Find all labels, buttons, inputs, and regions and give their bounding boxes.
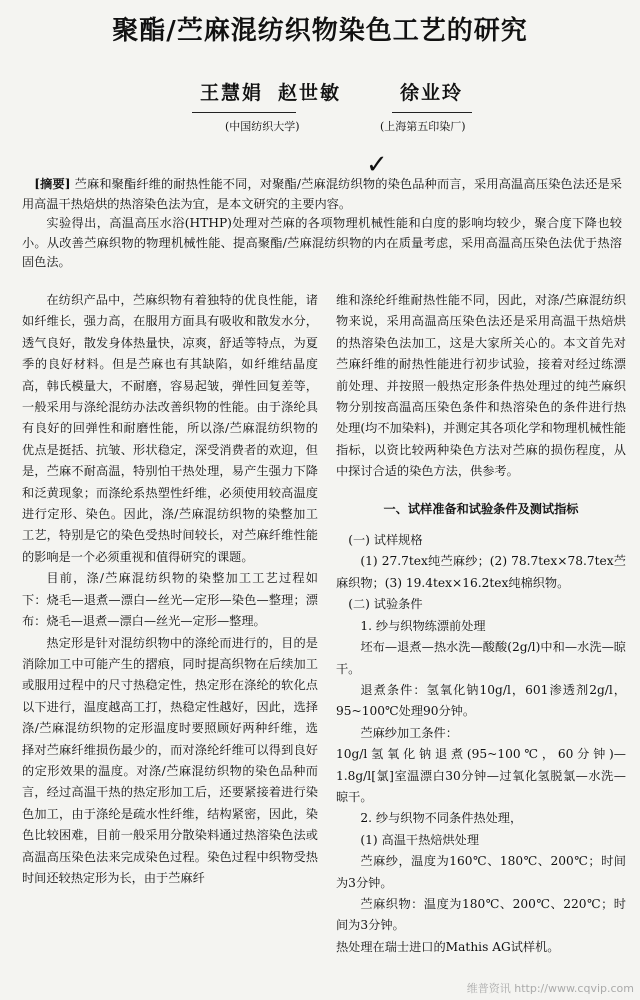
handwritten-check-mark: ✓ <box>366 150 388 180</box>
body-paragraph: 维和涤纶纤维耐热性能不同，因此，对涤/苎麻混纺织物来说，采用高温高压染色法还是采用高温干热焙烘的热溶染色法加工，这是大家所关心的。本文首先对苎麻纤维的耐热性能进行初步试验，接着对经过练漂前处理、并按照一般热定形条件热处理过的纯苎麻织物分别按高温高压染色条件和热溶染色的条件进行热处理(均不加染料)，并测定其各项化学和物理机械性能指标，以资比较两种染色方法对苎麻的损伤程度，从中探讨合适的染色方法，供参考。 <box>336 293 626 479</box>
body-paragraph: 热定形是针对混纺织物中的涤纶而进行的，目的是消除加工中可能产生的摺痕，同时提高织物在后续加工或服用过程中的尺寸热稳定性，热定形在涤纶的软化点以下进行，温度越高工打，热稳定性越好，因此，选择涤/苎麻混纺织物的定形温度时要照顾好两种纤维，选择对苎麻纤维损伤最少的，而对涤纶纤维可以得到良好的定形效果的温度。对涤/苎麻混纺织物的染色品种而言，经过高温干热的热定形加工后，还要紧接着进行染色加工，由于涤纶是疏水性纤维，结构紧密，因此，染色比较困难，目前一般采用分散染料通过热溶染色法或高温高压染色法来完成染色过程。染色过程中织物受热时间还较热定形为长，由于苎麻纤 <box>22 635 318 885</box>
body-paragraph: 目前，涤/苎麻混纺织物的染整加工工艺过程如下：烧毛—退煮—漂白—丝光—定形—染色—整理；漂布：烧毛—退煮—漂白—丝光—定形—整理。 <box>22 571 318 629</box>
abstract-label: [摘要] <box>34 177 71 191</box>
abstract <box>22 175 622 273</box>
body-paragraph: 在纺织产品中，苎麻织物有着独特的优良性能，诸如纤维长，强力高，在服用方面具有吸收和散发水分，透气良好，散发身体热量快，凉爽，舒适等特点，为夏季的良好材料。但是苎麻也有其缺陷，如纤维结晶度高，韩氏模量大，不耐磨，容易起皱，弹性回复差等，一般采用与涤纶混纺办法改善织物的性能。由于涤纶具有良好的回弹性和耐磨性能，所以涤/苎麻混纺织物的优点是挺括、抗皱、形状稳定，深受消费者的欢迎，但是，苎麻不耐高温，特别怕干热处理，易产生强力下降和泛黄现象；而涤纶系热塑性纤维，必须使用较高温度进行定形、染色。因此，涤/苎麻混纺织物的染整加工工艺，特别是它的染色受热时间较长，对苎麻纤维性能的影响是一个必须重视和值得研究的课题。 <box>22 293 318 564</box>
author-3: 徐业玲 <box>400 82 464 104</box>
body-paragraph: (1) 27.7tex纯苎麻纱；(2) 78.7tex×78.7tex苎麻织物；(3) 19.4tex×16.2tex纯棉织物。 <box>336 554 626 590</box>
list-item: (1) 高温干热焙烘处理 <box>360 832 480 847</box>
abstract-text: 苎麻和聚酯纤维的耐热性能不同，对聚酯/苎麻混纺织物的染色品种而言，采用高温高压染色法还是采用高温干热焙烘的热溶染色法为宜，是本文研究的主要内容。 <box>22 177 622 211</box>
body-paragraph: 10g/l氢氧化钠退煮(95~100℃，60分钟)—1.8g/l[氯]室温漂白30分钟—过氧化氢脱氯—水洗—晾干。 <box>336 747 626 804</box>
body-paragraph: 热处理在瑞士进口的Mathis AG试样机。 <box>336 939 560 954</box>
author-underline <box>392 112 472 113</box>
watermark: 维普资讯 http://www.cqvip.com <box>466 982 634 995</box>
body-paragraph: 坯布—退煮—热水洗—酸酸(2g/l)中和—水洗—晾干。 <box>336 640 626 676</box>
body-paragraph: 苎麻纱，温度为160℃、180℃、200℃；时间为3分钟。 <box>336 854 626 890</box>
right-column <box>336 290 626 958</box>
paper-title: 聚酯/苎麻混纺织物染色工艺的研究 <box>112 16 528 46</box>
affiliation-1: (中国纺织大学) <box>225 120 300 133</box>
left-column <box>22 290 318 889</box>
body-paragraph: 退煮条件：氢氧化钠10g/l，601渗透剂2g/l，95~100℃处理90分钟。 <box>336 682 626 719</box>
subsection-heading: (二) 试验条件 <box>348 597 423 612</box>
author-2: 赵世敏 <box>278 82 342 104</box>
abstract-paragraph: 实验得出，高温高压水浴(HTHP)处理对苎麻的各项物理机械性能和白度的影响均较少，聚合度下降也较小。从改善苎麻织物的物理机械性能、提高聚酯/苎麻混纺织物的内在质量考虑，采用高温高压染色法优于热溶固色法。 <box>22 216 622 269</box>
abstract-paragraph <box>22 175 622 214</box>
body-paragraph: 苎麻纱加工条件： <box>360 725 458 740</box>
list-item: 1. 纱与织物练漂前处理 <box>360 618 486 633</box>
body-paragraph: 苎麻织物：温度为180℃、200℃、220℃；时间为3分钟。 <box>336 896 626 933</box>
author-underline <box>192 112 296 113</box>
subsection-heading: (一) 试样规格 <box>348 533 423 548</box>
author-1: 王慧娟 <box>200 82 264 104</box>
affiliation-2: (上海第五印染厂) <box>380 120 466 133</box>
list-item: 2. 纱与织物不同条件热处理， <box>360 811 523 826</box>
section-heading: 一、试样准备和试验条件及测试指标 <box>383 501 579 516</box>
